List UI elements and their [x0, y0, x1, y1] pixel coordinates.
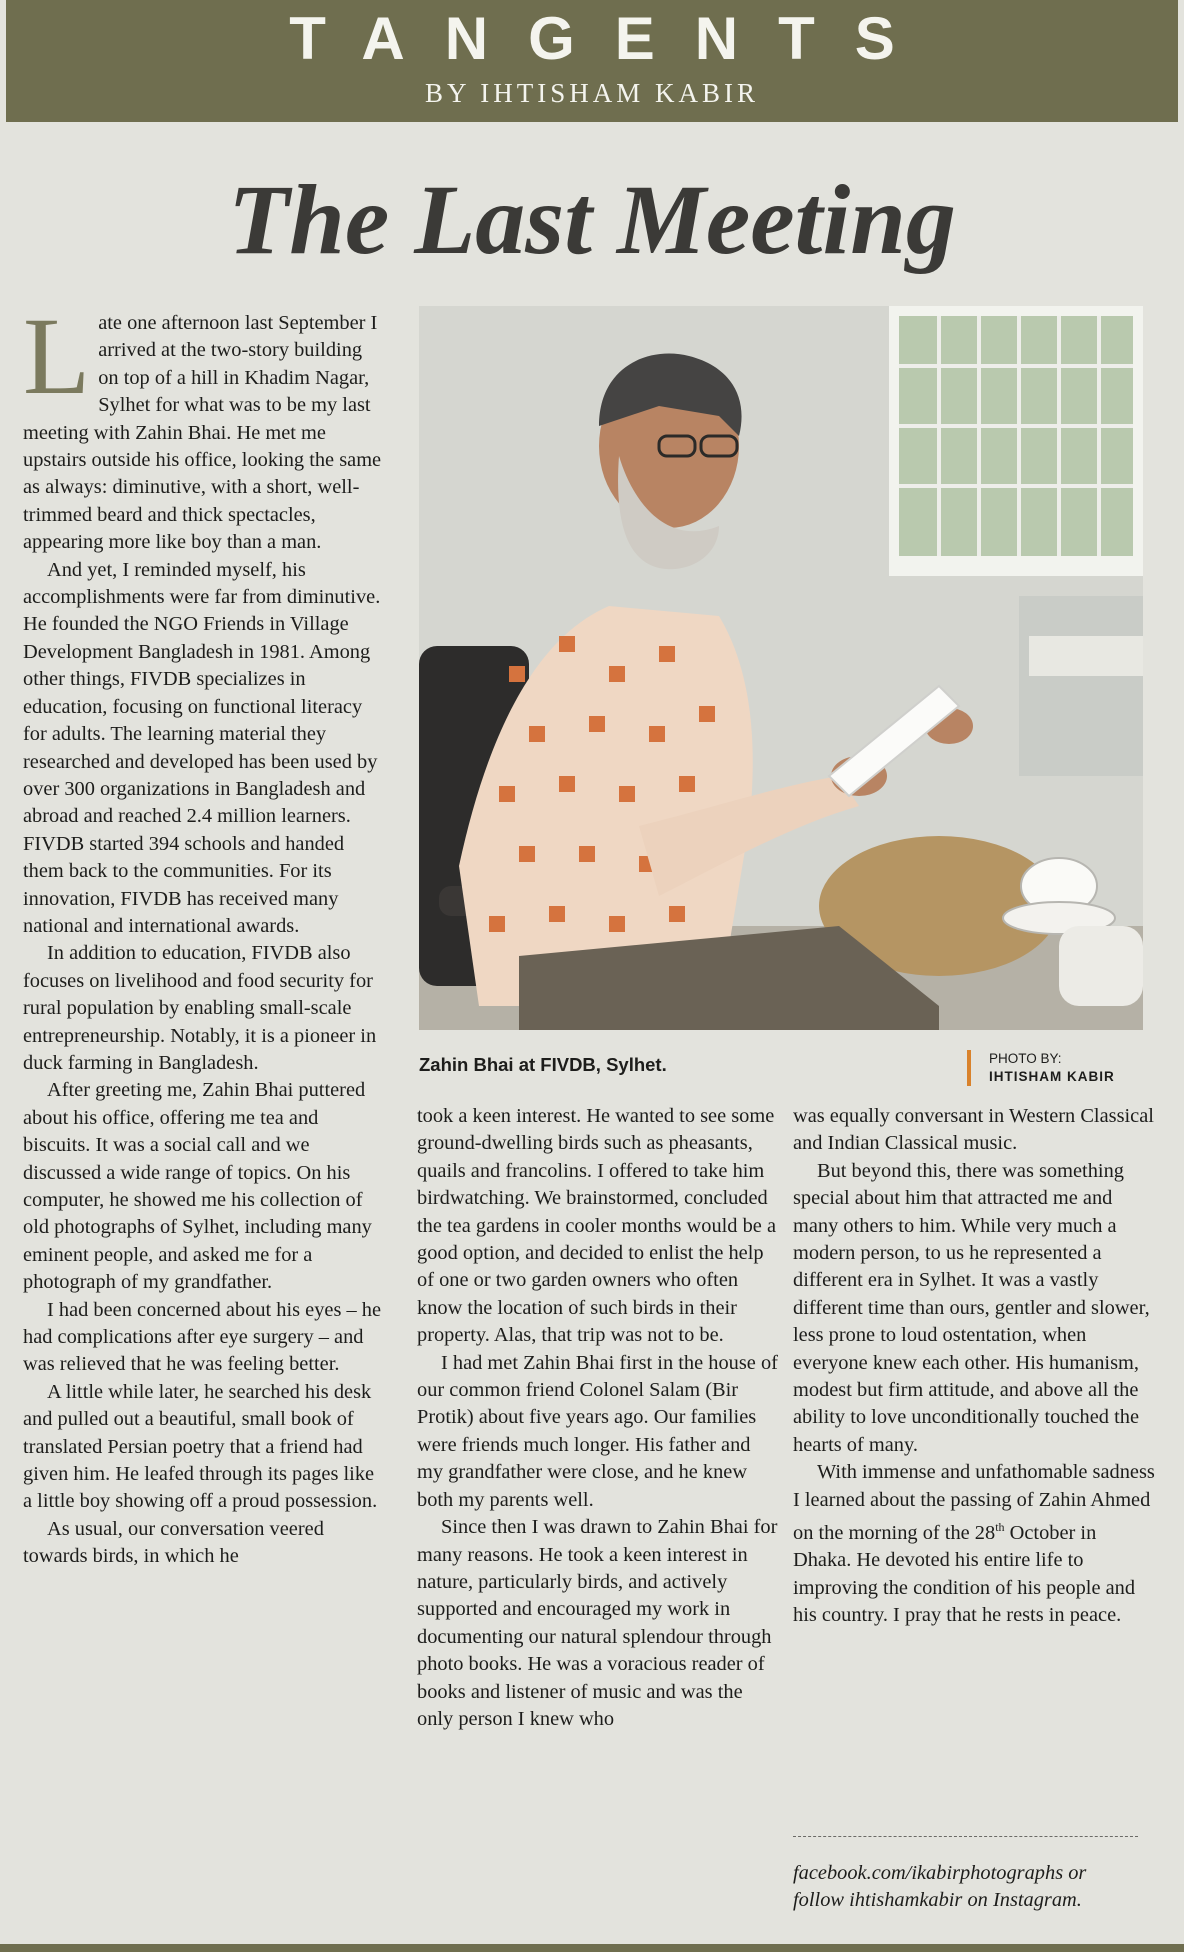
man-reading-photo-illustration [419, 306, 1143, 1030]
drop-cap: L [23, 295, 91, 417]
bottom-rule [0, 1944, 1184, 1952]
article-headline: The Last Meeting [228, 164, 956, 275]
article-column-3 [793, 1103, 1155, 1630]
paragraph: And yet, I reminded myself, his accomplishments were far from diminutive. He founded the NGO Friends in Village Development Bangladesh in 1981. Among other things, FIVDB specializes in education, focusing on functional literacy for adults. The learning material they researched and developed has been used by over 300 organizations in Bangladesh and abroad and reached 2.4 million learners. FIVDB started 394 schools and handed them back to the communities. For its innovation, FIVDB has received many national and international awards. [23, 558, 381, 937]
social-line-instagram: follow ihtishamkabir on Instagram. [793, 1889, 1082, 1912]
date-ordinal-superscript: th [995, 1520, 1005, 1535]
paragraph: With immense and unfathomable sadness I learned about the passing of Zahin Ahmed on the morning of the 28th October in Dhaka. He devoted his entire life to improving the condition of his people and his country. I pray that he rests in peace. [793, 1461, 1155, 1627]
article-column-2 [417, 1103, 779, 1733]
paragraph: I had been concerned about his eyes – he had complications after eye surgery – and was relieved that he was feeling better. [23, 1298, 382, 1376]
paragraph: As usual, our conversation veered towards birds, in which he [23, 1517, 324, 1568]
paragraph: Late one afternoon last September I arrived at the two-story building on top of a hill in Khadim Nagar, Sylhet for what was to be my last meeting with Zahin Bhai. He met me upstairs outside his office, looking the same as always: diminutive, with a short, well-trimmed beard and thick spectacles, appearing more like boy than a man. [23, 295, 382, 554]
paragraph: After greeting me, Zahin Bhai puttered about his office, offering me tea and biscuits. It was a social call and we discussed a wide range of topics. On his computer, he showed me his collection of old photographs of Sylhet, including many eminent people, and asked me for a photograph of my grandfather. [23, 1079, 372, 1294]
paragraph: was equally conversant in Western Classical and Indian Classical music. [793, 1105, 1154, 1155]
article-photo [419, 306, 1143, 1030]
credit-label: PHOTO BY: [989, 1051, 1062, 1066]
masthead [6, 0, 1178, 122]
paragraph: But beyond this, there was something special about him that attracted me and many others to him. While very much a modern person, to us he represented a different era in Sylhet. It was a vastly different time than ours, gentler and slower, less prone to loud ostentation, when everyone knew each other. His humanism, modest but firm attitude, and above all the ability to love unconditionally touched the hearts of many. [793, 1159, 1150, 1456]
article-column-1 [23, 295, 385, 1571]
paragraph: I had met Zahin Bhai first in the house of our common friend Colonel Salam (Bir Protik) about five years ago. Our families were friends much longer. His father and my grandfather were close, and he knew both my parents well. [417, 1351, 778, 1511]
credit-name: IHTISHAM KABIR [989, 1069, 1115, 1084]
photo-credit [967, 1050, 1115, 1086]
photo-caption: Zahin Bhai at FIVDB, Sylhet. [419, 1054, 667, 1075]
paragraph: In addition to education, FIVDB also focuses on livelihood and food security for rural population by enabling small-scale entrepreneurship. Notably, it is a pioneer in duck farming in Bangladesh. [23, 942, 377, 1074]
paragraph: took a keen interest. He wanted to see some ground-dwelling birds such as pheasants, quails and francolins. I offered to take him birdwatching. We brainstormed, concluded the tea gardens in cooler months would be a good option, and decided to enlist the help of one or two garden owners who often know the location of such birds in their property. Alas, that trip was not to be. [417, 1105, 776, 1347]
column-title: TANGENTS [289, 5, 935, 72]
paragraph: A little while later, he searched his desk and pulled out a beautiful, small book of translated Persian poetry that a friend had given him. He leafed through its pages like a little boy showing off a proud possession. [23, 1380, 378, 1513]
paragraph: Since then I was drawn to Zahin Bhai for many reasons. He took a keen interest in nature, particularly birds, and actively supported and encouraged my work in documenting our natural splendour through photo books. He was a voracious reader of books and listener of music and was the only person I knew who [417, 1516, 778, 1730]
social-line-facebook: facebook.com/ikabirphotographs or [793, 1862, 1087, 1884]
social-links [793, 1860, 1153, 1915]
byline: BY IHTISHAM KABIR [424, 78, 759, 108]
dashed-divider [793, 1836, 1138, 1837]
